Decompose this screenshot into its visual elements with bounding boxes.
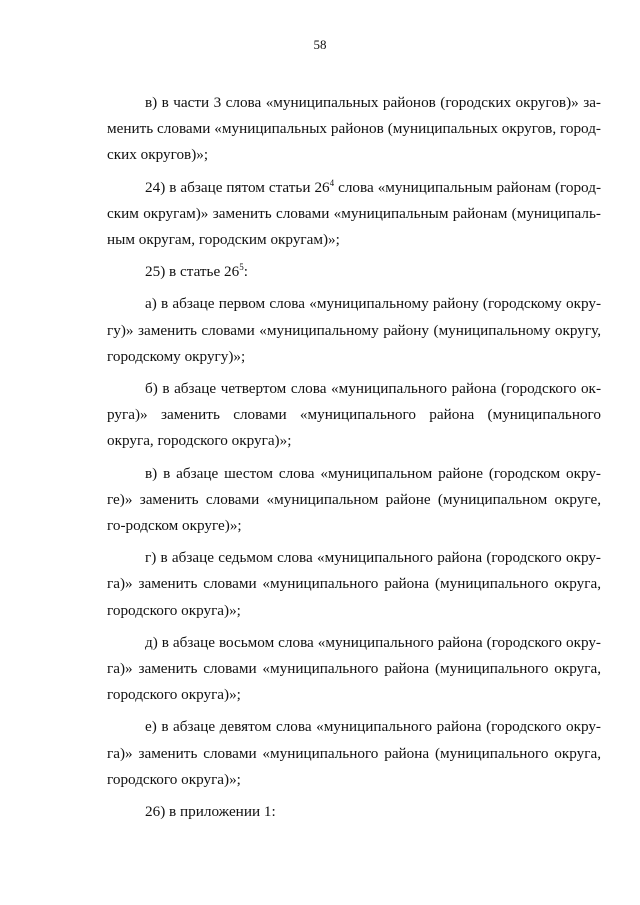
paragraph-sub-e: е) в абзаце девятом слова «муниципального района (городского окру-га)» заменить словами «муниципального района (муниципального округа, городского округа)»; [107, 718, 601, 788]
paragraph-amend-part-3: в) в части 3 слова «муниципальных районов (городских округов)» за-менить словами «муниципальных районов (муниципальных округов, город-ских округов)»; [107, 94, 601, 164]
paragraph-sub-a: а) в абзаце первом слова «муниципальному району (городскому окру-гу)» заменить словами «муниципальному району (муниципальному округу, городскому округу)»; [107, 295, 601, 365]
document-body [107, 90, 601, 825]
paragraph-sub-v: в) в абзаце шестом слова «муниципальном районе (городском окру-ге)» заменить словами «муниципальном районе (муниципальном округе, го-родском округе)»; [107, 464, 601, 535]
paragraph-item-26: 26) в приложении 1: [145, 803, 276, 821]
paragraph-sub-d: д) в абзаце восьмом слова «муниципального района (городского окру-га)» заменить словами «муниципального района (муниципального округа, городского округа)»; [107, 633, 601, 704]
paragraph-item-25: 25) в статье $26^5$: [145, 262, 248, 281]
paragraph-sub-b: б) в абзаце четвертом слова «муниципального района (городского ок-руга)» заменить словами «муниципального района (муниципального округа, городского округа)»; [107, 380, 601, 450]
paragraph-item-24: 24) в абзаце пятом статьи $26^4$ слова «муниципальным районам (город-ским округам)» заменить словами «муниципальным районам (муниципаль-ным округам, городским округам)»; [107, 177, 601, 249]
superscript-4: 4 [329, 177, 335, 188]
paragraph-sub-g: г) в абзаце седьмом слова «муниципального района (городского окру-га)» заменить словами «муниципального района (муниципального округа, городского округа)»; [107, 549, 601, 619]
superscript-5: 5 [239, 262, 244, 273]
page-number: 58 [313, 37, 327, 52]
